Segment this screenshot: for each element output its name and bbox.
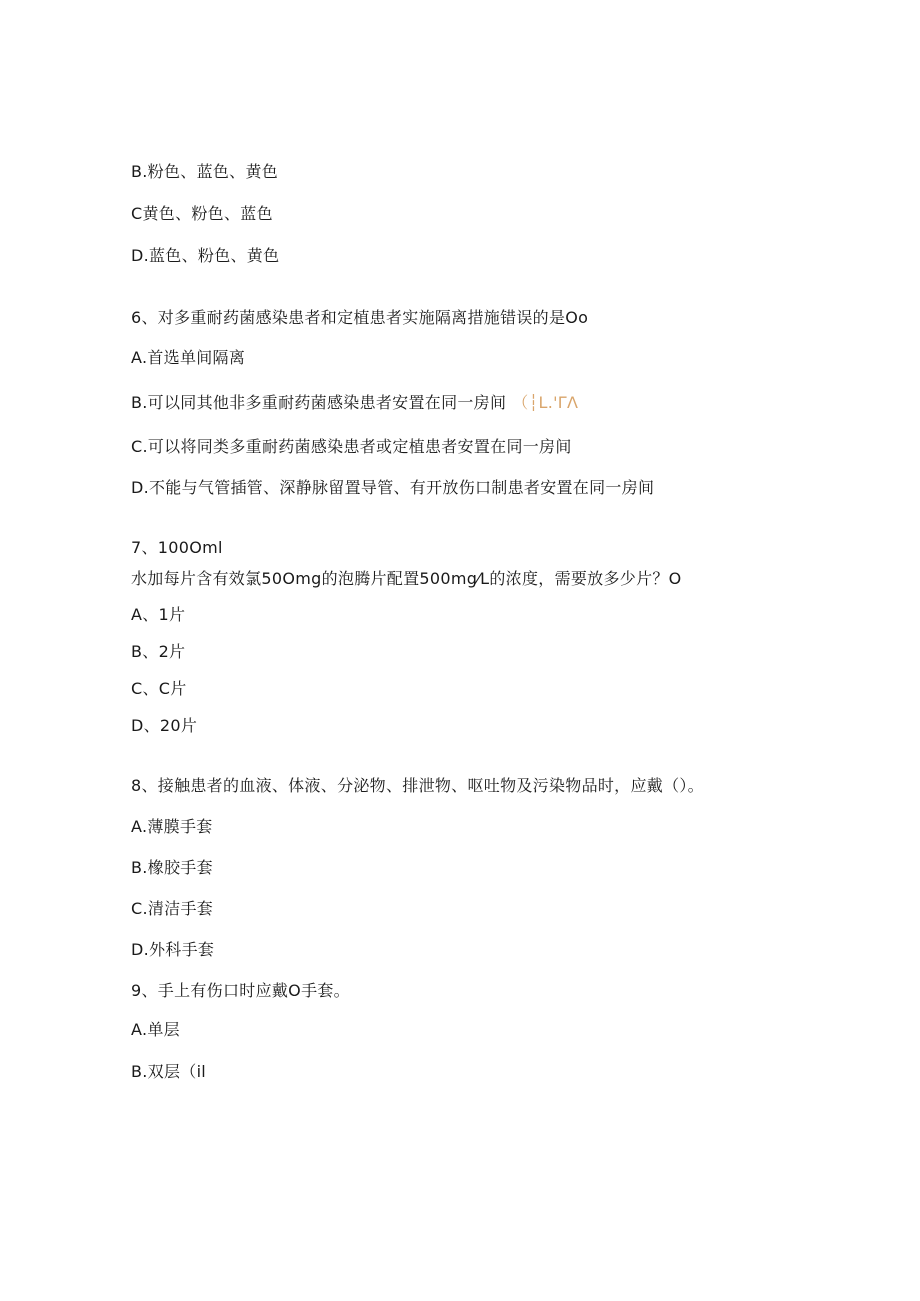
option-6b xyxy=(131,393,578,413)
handwritten-mark: （┆L.'ΓΛ xyxy=(512,393,579,412)
option-6a: A.首选单间隔离 xyxy=(131,348,246,367)
option-7b: B、2片 xyxy=(131,642,186,661)
option-8a: A.薄膜手套 xyxy=(131,817,213,836)
option-6d: D.不能与气管插管、深静脉留置导管、有开放伤口制患者安置在同一房间 xyxy=(131,478,655,497)
option-7d: D、20片 xyxy=(131,716,198,735)
question-8: 8、接触患者的血液、体液、分泌物、排泄物、呕吐物及污染物品时，应戴（）。 xyxy=(131,776,704,795)
option-5b: B.粉色、蓝色、黄色 xyxy=(131,162,279,181)
option-9b: B.双层（il xyxy=(131,1062,207,1081)
option-7c: C、C片 xyxy=(131,679,187,698)
option-8c: C.清洁手套 xyxy=(131,899,214,918)
question-9: 9、手上有伤口时应戴O手套。 xyxy=(131,981,350,1000)
question-6: 6、对多重耐药菌感染患者和定植患者实施隔离措施错误的是Oo xyxy=(131,308,589,327)
option-5c: C黄色、粉色、蓝色 xyxy=(131,204,273,223)
question-7-line2: 水加每片含有效氯50Omg的泡腾片配置500mg⁄L的浓度，需要放多少片？O xyxy=(131,569,682,588)
option-6b-text: B.可以同其他非多重耐药菌感染患者安置在同一房间 xyxy=(131,393,507,412)
option-5d: D.蓝色、粉色、黄色 xyxy=(131,246,280,265)
option-7a: A、1片 xyxy=(131,605,186,624)
option-8d: D.外科手套 xyxy=(131,940,215,959)
question-7-line1: 7、100Oml xyxy=(131,538,223,557)
option-8b: B.橡胶手套 xyxy=(131,858,213,877)
option-9a: A.单层 xyxy=(131,1020,180,1039)
option-6c: C.可以将同类多重耐药菌感染患者或定植患者安置在同一房间 xyxy=(131,437,572,456)
